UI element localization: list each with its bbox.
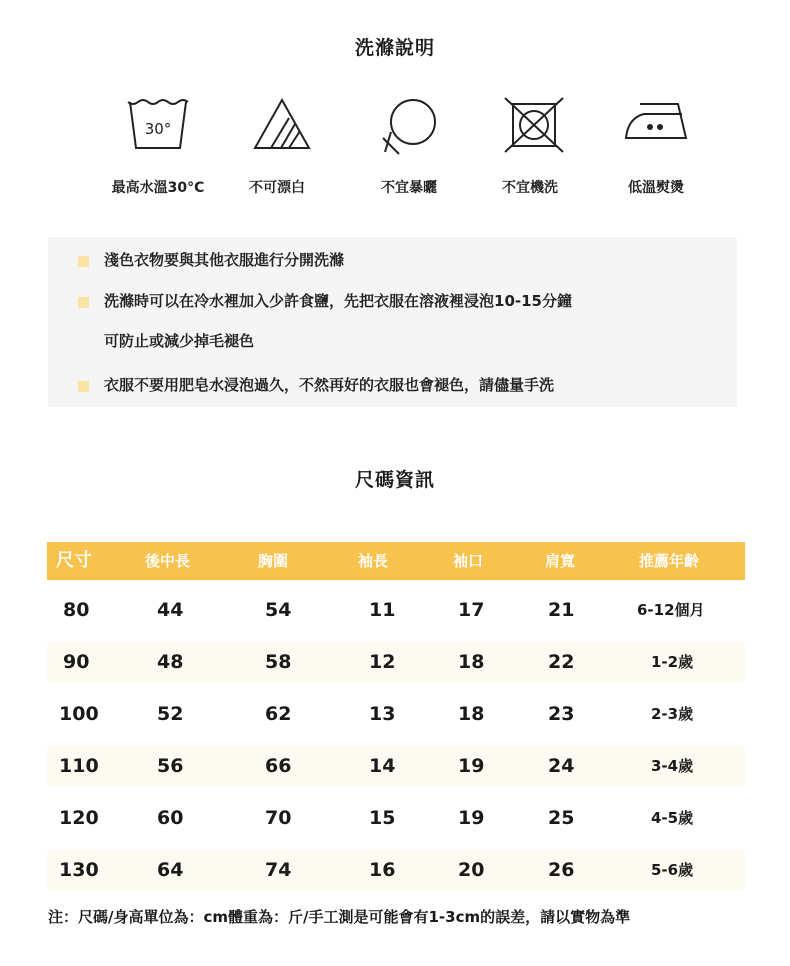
cell-cuff: 17 (458, 599, 485, 621)
cell-shoulder: 21 (548, 599, 575, 621)
cell-size: 80 (63, 599, 90, 621)
note-text: 洗滌時可以在冷水裡加入少許食鹽，先把衣服在溶液裡浸泡10-15分鐘 (104, 292, 572, 310)
table-row (47, 694, 745, 734)
bullet-marker (78, 297, 89, 308)
header-shoulder: 肩寬 (545, 552, 576, 570)
cell-age: 5-6歲 (651, 861, 694, 879)
wash-tub-30-icon (126, 96, 190, 154)
cell-shoulder: 24 (548, 755, 575, 777)
bullet-marker (78, 256, 89, 267)
care-label-no-machine-wash: 不宜機洗 (502, 180, 558, 196)
table-row (47, 590, 745, 630)
cell-chest: 58 (265, 651, 292, 673)
care-icons-row (0, 96, 790, 156)
header-cuff: 袖口 (453, 552, 484, 570)
care-label-no-bleach: 不可漂白 (249, 180, 305, 196)
cell-size: 110 (59, 755, 99, 777)
cell-shoulder: 26 (548, 859, 575, 881)
care-label-iron-low: 低溫熨燙 (628, 180, 684, 196)
cell-shoulder: 25 (548, 807, 575, 829)
iron-low-icon (624, 96, 690, 146)
cell-size: 130 (59, 859, 99, 881)
header-chest: 胸圍 (258, 552, 289, 570)
cell-back-length: 60 (157, 807, 184, 829)
size-table-header (47, 542, 745, 580)
cell-cuff: 18 (458, 703, 485, 725)
wash-temp-text: 30° (144, 120, 172, 138)
cell-size: 100 (59, 703, 99, 725)
size-footnote: 注：尺碼/身高單位為：cm體重為：斤/手工測是可能會有1-3cm的誤差，請以實物為準 (48, 908, 631, 926)
cell-age: 2-3歲 (651, 705, 694, 723)
cell-chest: 62 (265, 703, 292, 725)
care-labels-row (0, 177, 790, 199)
wash-notes-box (48, 237, 737, 407)
cell-cuff: 19 (458, 807, 485, 829)
note-text: 可防止或減少掉毛褪色 (104, 332, 255, 350)
header-size: 尺寸 (56, 550, 92, 571)
cell-age: 6-12個月 (637, 601, 705, 619)
cell-back-length: 48 (157, 651, 184, 673)
cell-sleeve-length: 12 (369, 651, 396, 673)
cell-sleeve-length: 13 (369, 703, 396, 725)
cell-chest: 70 (265, 807, 292, 829)
no-tumble-dry-icon (381, 96, 441, 156)
wash-section-title: 洗滌說明 (354, 37, 435, 59)
cell-cuff: 19 (458, 755, 485, 777)
header-back-length: 後中長 (145, 552, 191, 570)
cell-back-length: 52 (157, 703, 184, 725)
cell-back-length: 44 (157, 599, 184, 621)
care-label-wash-temp: 最高水溫30°C (111, 180, 205, 196)
table-row (47, 850, 745, 890)
table-row (47, 642, 745, 682)
care-label-no-sun: 不宜暴曬 (381, 180, 437, 196)
no-machine-wash-icon (503, 96, 565, 154)
note-text: 淺色衣物要與其他衣服進行分開洗滌 (104, 251, 345, 269)
cell-size: 120 (59, 807, 99, 829)
cell-size: 90 (63, 651, 90, 673)
note-text: 衣服不要用肥皂水浸泡過久，不然再好的衣服也會褪色，請儘量手洗 (104, 376, 555, 394)
cell-cuff: 20 (458, 859, 485, 881)
no-bleach-icon (251, 96, 313, 154)
cell-sleeve-length: 15 (369, 807, 396, 829)
header-sleeve-length: 袖長 (358, 552, 389, 570)
cell-chest: 66 (265, 755, 292, 777)
cell-back-length: 64 (157, 859, 184, 881)
cell-sleeve-length: 16 (369, 859, 396, 881)
cell-sleeve-length: 11 (369, 599, 396, 621)
cell-age: 3-4歲 (651, 757, 694, 775)
cell-shoulder: 22 (548, 651, 575, 673)
header-recommended-age: 推薦年齡 (639, 552, 700, 570)
cell-cuff: 18 (458, 651, 485, 673)
cell-age: 1-2歲 (651, 653, 694, 671)
cell-age: 4-5歲 (651, 809, 694, 827)
size-section-title: 尺碼資訊 (354, 469, 435, 491)
bullet-marker (78, 381, 89, 392)
table-row (47, 746, 745, 786)
table-row (47, 798, 745, 838)
cell-back-length: 56 (157, 755, 184, 777)
cell-chest: 54 (265, 599, 292, 621)
cell-chest: 74 (265, 859, 292, 881)
cell-sleeve-length: 14 (369, 755, 396, 777)
cell-shoulder: 23 (548, 703, 575, 725)
